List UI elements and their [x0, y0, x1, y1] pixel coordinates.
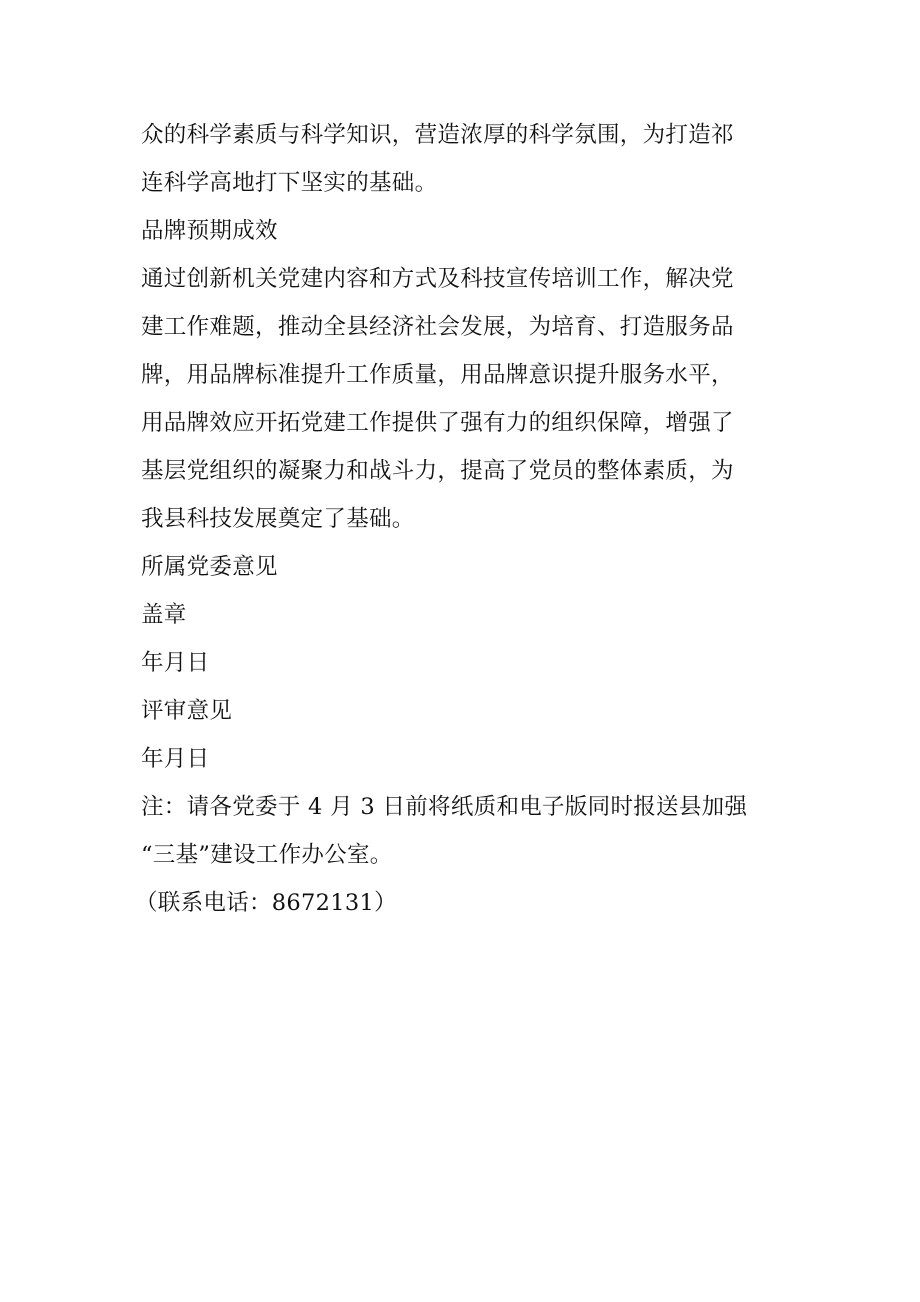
contact-phone: （联系电话：8672131）: [135, 890, 397, 916]
note-line-1: 注：请各党委于 4 月 3 日前将纸质和电子版同时报送县加强: [141, 794, 748, 820]
paragraph-results-line-4: 用品牌效应开拓党建工作提供了强有力的组织保障，增强了: [141, 410, 734, 436]
heading-expected-results: 品牌预期成效: [141, 218, 278, 244]
label-review-opinion: 评审意见: [141, 698, 233, 724]
label-party-committee-opinion: 所属党委意见: [141, 554, 278, 580]
paragraph-results-line-6: 我县科技发展奠定了基础。: [141, 506, 415, 532]
note-line-2: “三基”建设工作办公室。: [141, 842, 393, 868]
paragraph-results-line-3: 牌，用品牌标准提升工作质量，用品牌意识提升服务水平，: [141, 362, 734, 388]
label-date-1: 年月日: [141, 650, 210, 676]
paragraph-science-atmosphere-line-2: 连科学高地打下坚实的基础。: [141, 170, 438, 196]
label-seal: 盖章: [141, 602, 187, 628]
label-date-2: 年月日: [141, 746, 210, 772]
paragraph-results-line-2: 建工作难题，推动全县经济社会发展，为培育、打造服务品: [141, 314, 734, 340]
paragraph-science-atmosphere-line-1: 众的科学素质与科学知识，营造浓厚的科学氛围，为打造祁: [141, 122, 734, 148]
paragraph-results-line-5: 基层党组织的凝聚力和战斗力，提高了党员的整体素质，为: [141, 458, 734, 484]
paragraph-results-line-1: 通过创新机关党建内容和方式及科技宣传培训工作，解决党: [141, 266, 734, 292]
